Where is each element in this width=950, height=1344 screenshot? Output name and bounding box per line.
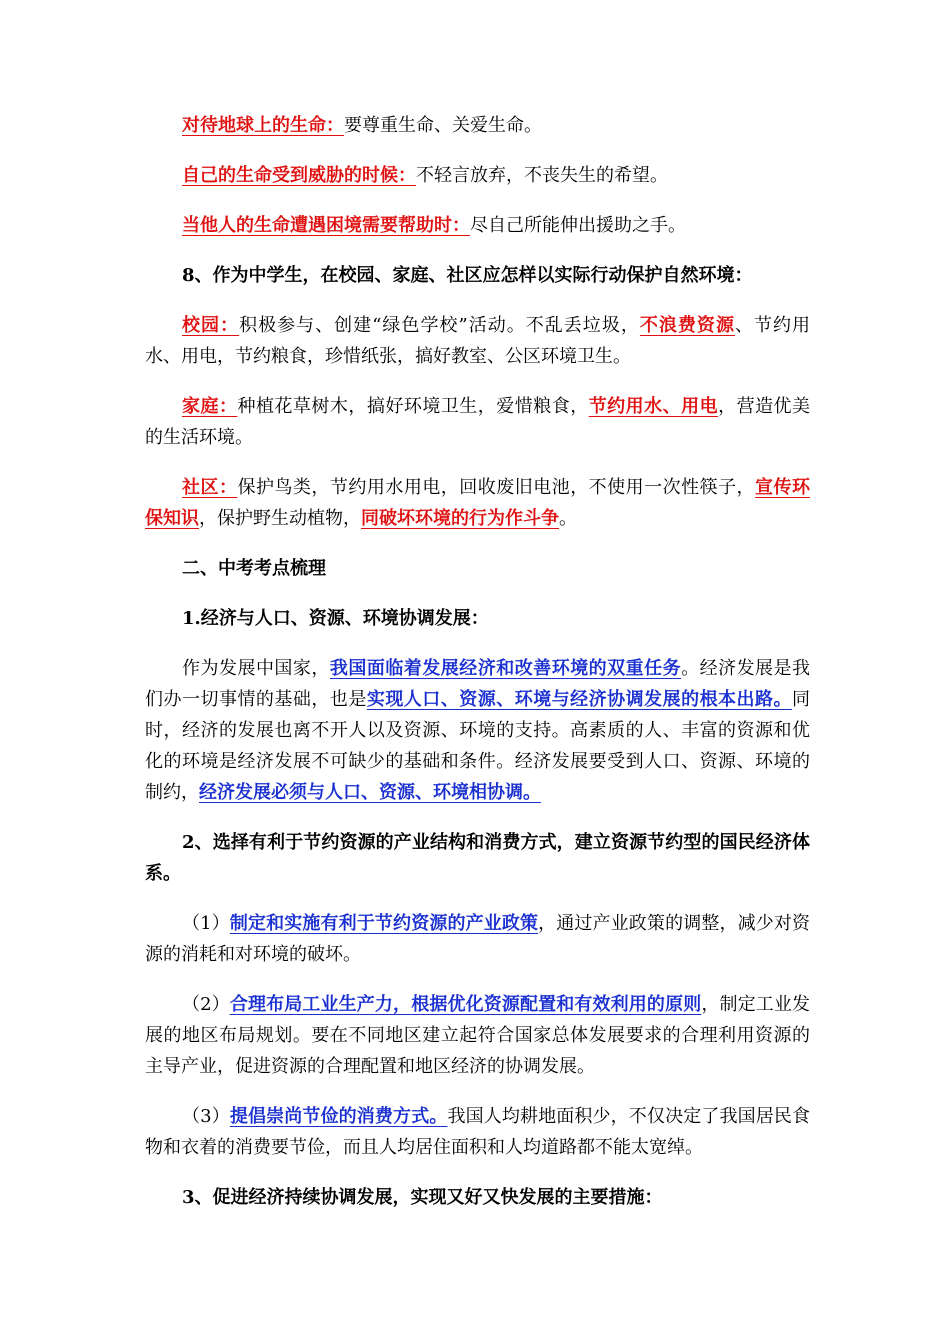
body-text: 不轻言放弃，不丧失生的希望。	[416, 165, 668, 186]
body-text: 种植花草树木，搞好环境卫生，爱惜粮食，	[237, 396, 589, 417]
body-text: 、节约用水、用电，节约粮食，珍惜纸张，搞好教室、公区环境卫生。	[145, 315, 811, 367]
body-text: 同时，经济的发展也离不开人以及资源、环境的支持。高素质的人、丰富的资源和优化的环境是经济发展不可缺少的基础和条件。经济发展要受到人口、资源、环境的制约，	[145, 689, 810, 803]
highlight-label: 自己的生命受到威胁的时候：	[182, 165, 416, 186]
highlight-text: 同破坏环境的行为作斗争	[361, 508, 559, 529]
highlight-text: 经济发展必须与人口、资源、环境相协调。	[199, 782, 541, 803]
body-text: 。	[559, 508, 577, 529]
body-text: 。经济发展是我们办一切事情的基础，也是	[145, 658, 811, 710]
body-text: 要尊重生命、关爱生命。	[344, 115, 542, 136]
highlight-text: 节约用水、用电	[588, 396, 719, 417]
heading-item-3: 3、促进经济持续协调发展，实现又好又快发展的主要措施：	[182, 1187, 663, 1208]
body-text: 尽自己所能伸出援助之手。	[470, 215, 686, 236]
heading-item-2: 2、选择有利于节约资源的产业结构和消费方式，建立资源节约型的国民经济体系。	[145, 832, 810, 884]
body-text: ，营造优美的生活环境。	[145, 396, 811, 448]
list-number: （2）	[182, 994, 230, 1015]
highlight-label: 家庭：	[182, 396, 238, 417]
document-page	[145, 110, 810, 1232]
highlight-text: 制定和实施有利于节约资源的产业政策	[229, 913, 539, 934]
paragraph-item-2-1	[145, 908, 810, 970]
highlight-text: 不浪费资源	[639, 315, 735, 336]
highlight-label: 对待地球上的生命：	[182, 115, 344, 136]
body-text: 作为发展中国家，	[182, 658, 330, 679]
paragraph-life-3	[145, 210, 810, 241]
body-text: ，通过产业政策的调整，减少对资源的消耗和对环境的破坏。	[145, 913, 811, 965]
paragraph-life-1	[145, 110, 810, 141]
body-text: ，保护野生动植物，	[199, 508, 361, 529]
body-text: 积极参与、创建“绿色学校”活动。不乱丢垃圾，	[239, 315, 640, 336]
heading-item-1: 1.经济与人口、资源、环境协调发展：	[182, 608, 489, 629]
highlight-text: 实现人口、资源、环境与经济协调发展的根本出路。	[366, 689, 792, 710]
highlight-label: 校园：	[182, 315, 240, 336]
paragraph-item-2-3	[145, 1101, 810, 1163]
list-number: （1）	[182, 913, 230, 934]
paragraph-life-2	[145, 160, 810, 191]
heading-q8: 8、作为中学生，在校园、家庭、社区应怎样以实际行动保护自然环境：	[182, 265, 753, 286]
highlight-label: 当他人的生命遭遇困境需要帮助时：	[182, 215, 470, 236]
highlight-text: 合理布局工业生产力，根据优化资源配置和有效利用的原则	[229, 994, 702, 1015]
highlight-text: 我国面临着发展经济和改善环境的双重任务	[329, 658, 682, 679]
paragraph-item-1	[145, 653, 810, 808]
paragraph-home	[145, 391, 810, 453]
body-text: ，制定工业发展的地区布局规划。要在不同地区建立起符合国家总体发展要求的合理利用资源的主导产业，促进资源的合理配置和地区经济的协调发展。	[145, 994, 811, 1077]
paragraph-campus	[145, 310, 810, 372]
heading-section-2: 二、中考考点梳理	[182, 558, 326, 579]
list-number: （3）	[182, 1106, 230, 1127]
highlight-text: 提倡崇尚节俭的消费方式。	[229, 1106, 448, 1127]
paragraph-community	[145, 472, 810, 534]
body-text: 保护鸟类，节约用水用电，回收废旧电池，不使用一次性筷子，	[237, 477, 756, 498]
body-text: 我国人均耕地面积少，不仅决定了我国居民食物和衣着的消费要节俭，而且人均居住面积和人均道路都不能太宽绰。	[145, 1106, 811, 1158]
paragraph-item-2-2	[145, 989, 810, 1082]
highlight-label: 社区：	[182, 477, 238, 498]
highlight-text: 宣传环保知识	[145, 477, 811, 529]
